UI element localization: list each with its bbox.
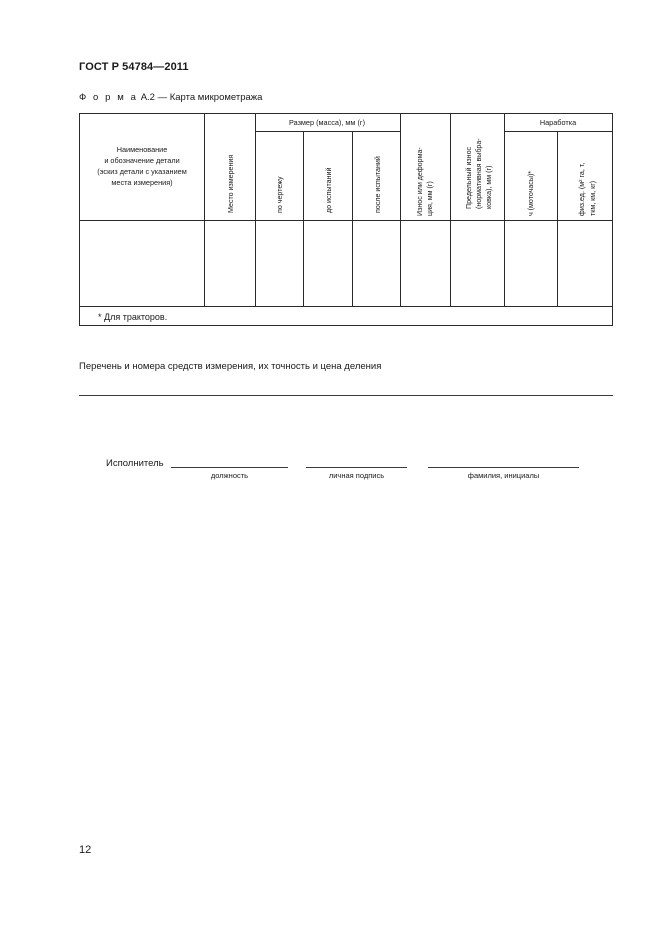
header-name-line-2: и обозначение детали [104, 156, 180, 165]
name-caption: фамилия, инициалы [467, 471, 540, 480]
header-drawing: по чертежу [276, 176, 284, 213]
header-wear-line-1: Износ или деформа- [416, 147, 424, 216]
instruments-fill-line [79, 395, 613, 396]
header-hours: ч (моточасы)* [527, 170, 535, 216]
header-place: Место измерения [227, 154, 235, 213]
header-name-line-1: Наименование [116, 145, 168, 154]
header-run-group: Наработка [539, 118, 577, 127]
executor-label: Исполнитель [106, 458, 164, 469]
instruments-label: Перечень и номера средств измерения, их точность и цена деления [79, 361, 382, 372]
form-caption-title: А.2 — Карта микрометража [140, 92, 263, 103]
signature-line [306, 467, 407, 468]
table-footnote: * Для тракторов. [98, 312, 168, 322]
header-phys-line-1: физ.ед. (м² га, т, [578, 162, 586, 216]
header-phys-line-2: ткм, км, кг) [589, 180, 597, 216]
position-caption: должность [210, 471, 249, 480]
header-size-group: Размер (масса), мм (г) [288, 118, 366, 127]
name-line [428, 467, 579, 468]
header-limit-line-2: (нормативная выбра- [475, 138, 483, 209]
header-limit-line-3: ковка), мм (г) [485, 165, 493, 209]
form-caption-prefix: Ф о р м а [79, 92, 139, 103]
header-limit-line-1: Предельный износ [465, 146, 473, 209]
header-wear-line-2: ция, мм (г) [426, 181, 434, 216]
header-name-line-4: места измерения) [111, 178, 173, 187]
header-before: до испытаний [325, 167, 333, 213]
header-after: после испытаний [374, 156, 382, 213]
page-number: 12 [79, 844, 92, 856]
position-line [171, 467, 288, 468]
document-header: ГОСТ Р 54784—2011 [79, 61, 189, 73]
header-name-line-3: (эскиз детали с указанием [97, 167, 187, 176]
signature-caption: личная подпись [328, 471, 385, 480]
